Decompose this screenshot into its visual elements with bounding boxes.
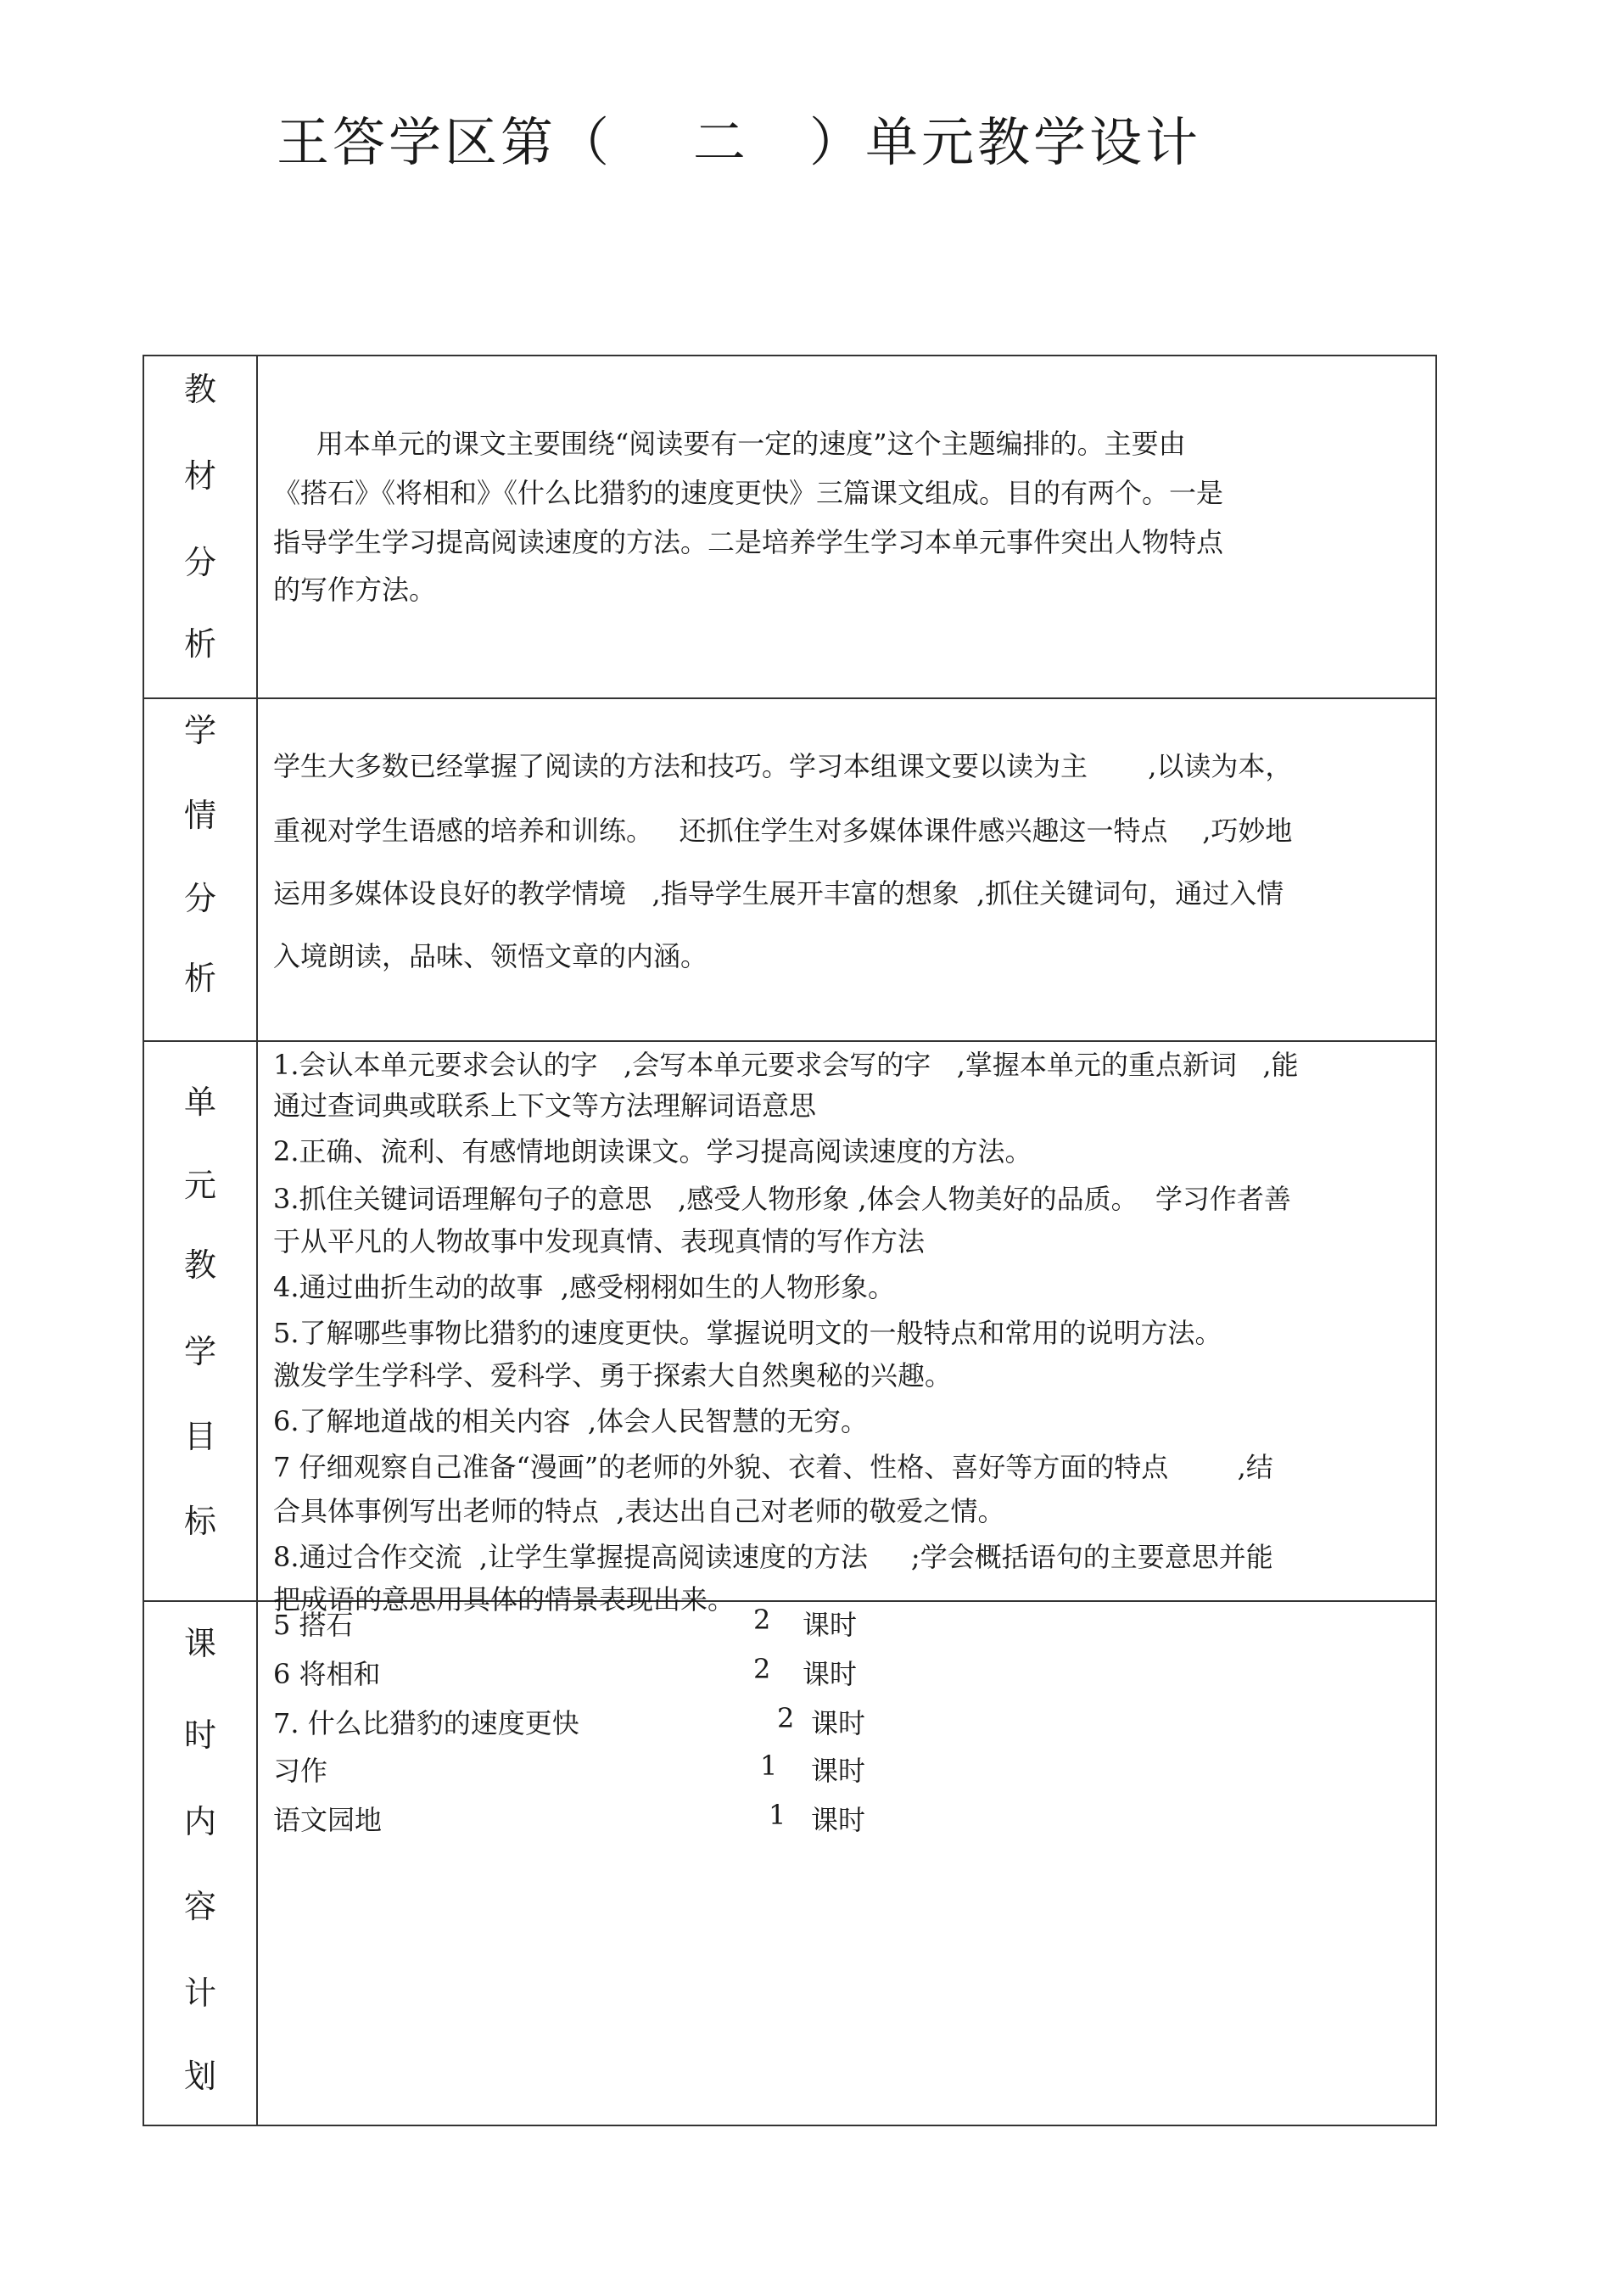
text-line: 3.抓住关键词语理解句子的意思 ,感受人物形象 ,体会人物美好的品质。 学习作者善	[273, 1183, 1291, 1215]
lesson-schedule	[273, 1604, 1427, 2281]
schedule-count: 2	[777, 1702, 795, 1734]
text-line: 合具体事例写出老师的特点 ,表达出自己对老师的敬爱之情。	[273, 1495, 1005, 1527]
schedule-unit: 课时	[811, 1707, 866, 1739]
schedule-lesson: 5 搭石	[273, 1609, 354, 1641]
text-line: 4.通过曲折生动的故事 ,感受栩栩如生的人物形象。	[273, 1271, 896, 1303]
schedule-unit: 课时	[811, 1804, 866, 1836]
label-unit-objectives: 单 元 教 学 目 标	[144, 1042, 258, 1600]
row-lesson-plan	[144, 1602, 1435, 2125]
schedule-lesson: 语文园地	[273, 1804, 383, 1836]
text-line: 指导学生学习提高阅读速度的方法。二是培养学生学习本单元事件突出人物特点	[273, 526, 1224, 558]
label-student-analysis: 学 情 分 析	[144, 699, 258, 1040]
schedule-count: 1	[769, 1799, 786, 1831]
schedule-lesson: 习作	[273, 1755, 328, 1787]
text-line: 用本单元的课文主要围绕“阅读要有一定的速度”这个主题编排的。主要由	[273, 428, 1186, 460]
material-analysis-text	[273, 423, 1427, 616]
label-lesson-plan: 课 时 内 容 计 划	[144, 1602, 258, 2125]
text-line: 8.通过合作交流 ,让学生掌握提高阅读速度的方法 ;学会概括语句的主要意思并能	[273, 1541, 1273, 1573]
text-line: 入境朗读，品味、领悟文章的内涵。	[273, 940, 708, 972]
text-line: 学生大多数已经掌握了阅读的方法和技巧。学习本组课文要以读为主 ,以读为本，	[273, 750, 1293, 782]
schedule-lesson: 6 将相和	[273, 1658, 381, 1690]
text-line: 7 仔细观察自己准备“漫画”的老师的外貌、衣着、性格、喜好等方面的特点 ,结	[273, 1451, 1273, 1483]
text-line: 《搭石》《将相和》《什么比猎豹的速度更快》三篇课文组成。目的有两个。一是	[273, 477, 1224, 509]
text-line: 6.了解地道战的相关内容 ,体会人民智慧的无穷。	[273, 1405, 869, 1437]
text-line: 重视对学生语感的培养和训练。 还抓住学生对多媒体课件感兴趣这一特点 ,巧妙地	[273, 815, 1293, 847]
schedule-count: 2	[753, 1653, 771, 1685]
row-student-analysis	[144, 699, 1435, 1042]
schedule-count: 1	[760, 1750, 778, 1782]
schedule-unit: 课时	[811, 1755, 866, 1787]
text-line: 把成语的意思用具体的情景表现出来。	[273, 1583, 735, 1616]
schedule-lesson: 7. 什么比猎豹的速度更快	[273, 1707, 579, 1739]
schedule-count: 2	[753, 1604, 771, 1636]
schedule-unit: 课时	[803, 1658, 858, 1690]
student-analysis-text	[273, 745, 1427, 972]
unit-objectives-text	[273, 1044, 1427, 1616]
row-unit-objectives	[144, 1042, 1435, 1616]
schedule-unit: 课时	[803, 1609, 858, 1641]
row-material-analysis	[144, 356, 1435, 699]
unit-design-table	[143, 355, 1437, 2126]
text-line: 2.正确、流利、有感情地朗读课文。学习提高阅读速度的方法。	[273, 1135, 1032, 1168]
text-line: 的写作方法。	[273, 574, 437, 606]
text-line: 通过查词典或联系上下文等方法理解词语意思	[273, 1089, 817, 1122]
text-line: 激发学生学科学、爱科学、勇于探索大自然奥秘的兴趣。	[273, 1359, 953, 1392]
text-line: 于从平凡的人物故事中发现真情、表现真情的写作方法	[273, 1225, 926, 1257]
label-material-analysis: 教 材 分 析	[144, 356, 258, 697]
page-title: 王答学区第（ 二 ）单元教学设计	[277, 111, 1201, 173]
text-line: 5.了解哪些事物比猎豹的速度更快。掌握说明文的一般特点和常用的说明方法。	[273, 1317, 1222, 1349]
text-line: 运用多媒体设良好的教学情境 ,指导学生展开丰富的想象 ,抓住关键词句，通过入情	[273, 877, 1284, 910]
text-line: 1.会认本单元要求会认的字 ,会写本单元要求会写的字 ,掌握本单元的重点新词 ,能	[273, 1049, 1299, 1081]
